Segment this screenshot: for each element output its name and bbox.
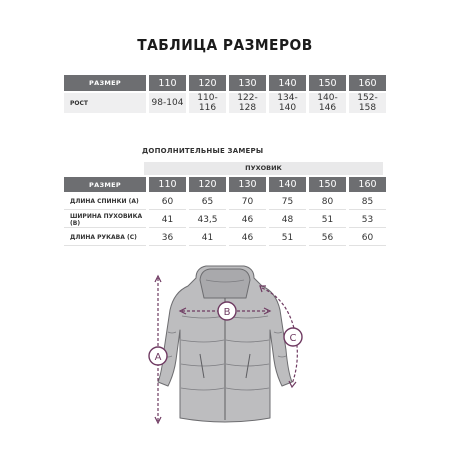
size-cell: 140 — [269, 75, 306, 91]
size-cell: 140 — [269, 177, 306, 192]
value-cell: 80 — [309, 194, 346, 210]
size-header-label: РАЗМЕР — [64, 75, 146, 91]
size-cell: 160 — [349, 177, 386, 192]
row-label: ДЛИНА РУКАВА (С) — [64, 230, 146, 246]
value-cell: 60 — [349, 230, 386, 246]
value-cell: 46 — [229, 212, 266, 228]
value-cell: 36 — [149, 230, 186, 246]
height-cell: 110-116 — [189, 93, 226, 113]
size-cell: 130 — [229, 75, 266, 91]
size-cell: 150 — [309, 75, 346, 91]
height-cell: 134-140 — [269, 93, 306, 113]
value-cell: 41 — [189, 230, 226, 246]
value-cell: 75 — [269, 194, 306, 210]
value-cell: 51 — [309, 212, 346, 228]
value-cell: 70 — [229, 194, 266, 210]
size-cell: 150 — [309, 177, 346, 192]
size-cell: 110 — [149, 177, 186, 192]
page-title: ТАБЛИЦА РАЗМЕРОВ — [137, 36, 313, 54]
size-cell: 120 — [189, 75, 226, 91]
value-cell: 46 — [229, 230, 266, 246]
height-cell: 140-146 — [309, 93, 346, 113]
coat-hood — [200, 269, 250, 298]
extra-header-label: РАЗМЕР — [64, 177, 146, 192]
value-cell: 85 — [349, 194, 386, 210]
size-cell: 130 — [229, 177, 266, 192]
value-cell: 48 — [269, 212, 306, 228]
value-cell: 41 — [149, 212, 186, 228]
height-cell: 152-158 — [349, 93, 386, 113]
height-cell: 122-128 — [229, 93, 266, 113]
row-label: ШИРИНА ПУХОВИКА (В) — [64, 212, 146, 228]
value-cell: 56 — [309, 230, 346, 246]
row-label: ДЛИНА СПИНКИ (А) — [64, 194, 146, 210]
size-cell: 120 — [189, 177, 226, 192]
coat-illustration — [158, 266, 292, 422]
height-cell: 98-104 — [149, 93, 186, 113]
value-cell: 65 — [189, 194, 226, 210]
marker-c-label: C — [289, 333, 297, 344]
value-cell: 51 — [269, 230, 306, 246]
height-row-label: РОСТ — [64, 93, 146, 113]
size-cell: 110 — [149, 75, 186, 91]
group-label: ПУХОВИК — [144, 162, 383, 175]
marker-a-label: A — [154, 352, 162, 363]
value-cell: 53 — [349, 212, 386, 228]
value-cell: 60 — [149, 194, 186, 210]
marker-b-label: B — [223, 307, 231, 318]
size-cell: 160 — [349, 75, 386, 91]
value-cell: 43,5 — [189, 212, 226, 228]
extra-measurements-subtitle: ДОПОЛНИТЕЛЬНЫЕ ЗАМЕРЫ — [142, 147, 264, 155]
